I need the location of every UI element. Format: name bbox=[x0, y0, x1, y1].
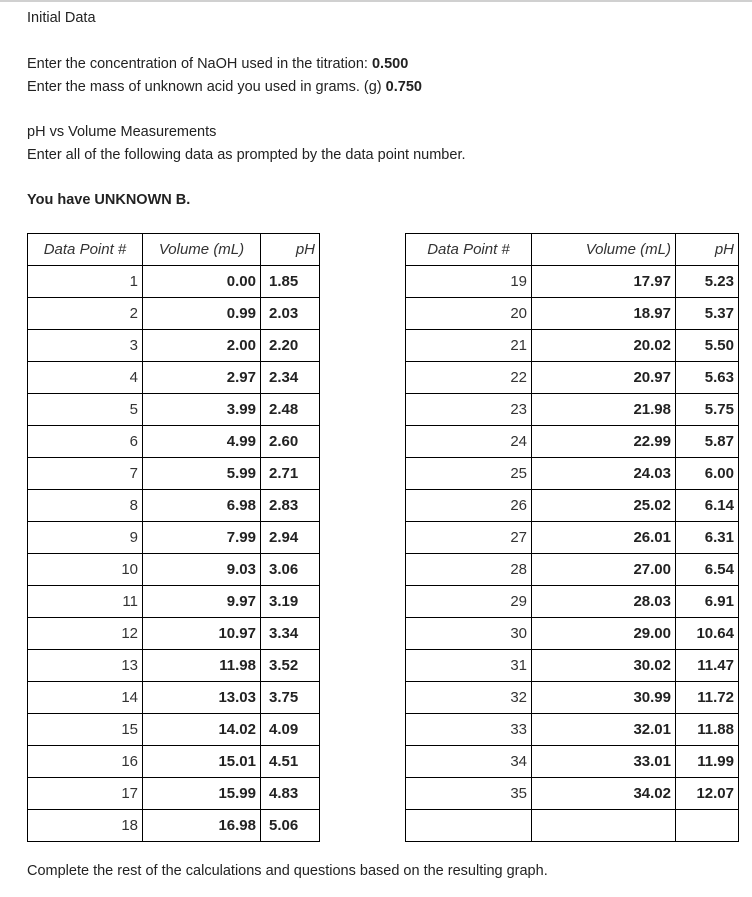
data-point-cell[interactable]: 15 bbox=[28, 714, 143, 746]
ph-cell[interactable]: 6.14 bbox=[676, 490, 739, 522]
ph-cell[interactable]: 2.60 bbox=[261, 426, 320, 458]
ph-cell[interactable]: 10.64 bbox=[676, 618, 739, 650]
ph-cell[interactable]: 2.83 bbox=[261, 490, 320, 522]
volume-cell[interactable]: 18.97 bbox=[532, 298, 676, 330]
ph-cell[interactable]: 5.75 bbox=[676, 394, 739, 426]
volume-cell[interactable]: 3.99 bbox=[143, 394, 261, 426]
volume-cell[interactable]: 2.97 bbox=[143, 362, 261, 394]
volume-cell[interactable]: 27.00 bbox=[532, 554, 676, 586]
ph-cell[interactable] bbox=[676, 810, 739, 842]
volume-cell[interactable]: 28.03 bbox=[532, 586, 676, 618]
volume-cell[interactable]: 33.01 bbox=[532, 746, 676, 778]
volume-cell[interactable] bbox=[532, 810, 676, 842]
ph-cell[interactable]: 3.19 bbox=[261, 586, 320, 618]
data-point-cell[interactable]: 21 bbox=[406, 330, 532, 362]
data-table-right bbox=[405, 233, 739, 842]
ph-cell[interactable]: 2.34 bbox=[261, 362, 320, 394]
data-point-cell[interactable]: 9 bbox=[28, 522, 143, 554]
table-row bbox=[28, 522, 320, 554]
volume-cell[interactable]: 24.03 bbox=[532, 458, 676, 490]
table-row bbox=[406, 618, 739, 650]
header-ph: pH bbox=[261, 234, 320, 266]
ph-cell[interactable]: 12.07 bbox=[676, 778, 739, 810]
ph-cell[interactable]: 5.23 bbox=[676, 266, 739, 298]
table-row bbox=[28, 362, 320, 394]
ph-cell[interactable]: 11.99 bbox=[676, 746, 739, 778]
ph-cell[interactable]: 6.31 bbox=[676, 522, 739, 554]
data-point-cell[interactable] bbox=[406, 810, 532, 842]
table-header-row bbox=[406, 234, 739, 266]
data-point-cell[interactable]: 11 bbox=[28, 586, 143, 618]
data-point-cell[interactable]: 34 bbox=[406, 746, 532, 778]
table-row bbox=[28, 586, 320, 618]
ph-cell[interactable]: 11.47 bbox=[676, 650, 739, 682]
volume-cell[interactable]: 9.97 bbox=[143, 586, 261, 618]
table-header-row bbox=[28, 234, 320, 266]
volume-cell[interactable]: 5.99 bbox=[143, 458, 261, 490]
volume-cell[interactable]: 9.03 bbox=[143, 554, 261, 586]
volume-cell[interactable]: 0.99 bbox=[143, 298, 261, 330]
table-row bbox=[28, 746, 320, 778]
table-row bbox=[28, 330, 320, 362]
volume-cell[interactable]: 20.97 bbox=[532, 362, 676, 394]
data-point-cell[interactable]: 6 bbox=[28, 426, 143, 458]
data-table-left bbox=[27, 233, 320, 842]
ph-cell[interactable]: 2.03 bbox=[261, 298, 320, 330]
data-point-cell[interactable]: 20 bbox=[406, 298, 532, 330]
data-point-cell[interactable]: 12 bbox=[28, 618, 143, 650]
ph-cell[interactable]: 3.75 bbox=[261, 682, 320, 714]
data-point-cell[interactable]: 33 bbox=[406, 714, 532, 746]
data-point-cell[interactable]: 26 bbox=[406, 490, 532, 522]
data-point-cell[interactable]: 16 bbox=[28, 746, 143, 778]
header-ph: pH bbox=[676, 234, 739, 266]
ph-cell[interactable]: 2.94 bbox=[261, 522, 320, 554]
volume-cell[interactable]: 13.03 bbox=[143, 682, 261, 714]
table-row bbox=[28, 778, 320, 810]
naoh-concentration-label: Enter the concentration of NaOH used in the titration: bbox=[27, 56, 368, 72]
volume-cell[interactable]: 6.98 bbox=[143, 490, 261, 522]
volume-cell[interactable]: 7.99 bbox=[143, 522, 261, 554]
volume-cell[interactable]: 15.01 bbox=[143, 746, 261, 778]
volume-cell[interactable]: 22.99 bbox=[532, 426, 676, 458]
naoh-concentration-line bbox=[27, 55, 408, 73]
table-row bbox=[28, 426, 320, 458]
data-point-cell[interactable]: 19 bbox=[406, 266, 532, 298]
table-row bbox=[406, 746, 739, 778]
volume-cell[interactable]: 2.00 bbox=[143, 330, 261, 362]
table-row bbox=[406, 714, 739, 746]
table-row bbox=[28, 618, 320, 650]
ph-cell[interactable]: 2.71 bbox=[261, 458, 320, 490]
ph-cell[interactable]: 6.54 bbox=[676, 554, 739, 586]
top-divider bbox=[0, 0, 752, 2]
volume-cell[interactable]: 11.98 bbox=[143, 650, 261, 682]
ph-cell[interactable]: 5.06 bbox=[261, 810, 320, 842]
data-point-cell[interactable]: 29 bbox=[406, 586, 532, 618]
volume-cell[interactable]: 34.02 bbox=[532, 778, 676, 810]
volume-cell[interactable]: 15.99 bbox=[143, 778, 261, 810]
volume-cell[interactable]: 32.01 bbox=[532, 714, 676, 746]
ph-cell[interactable]: 3.34 bbox=[261, 618, 320, 650]
data-point-cell[interactable]: 4 bbox=[28, 362, 143, 394]
data-point-cell[interactable]: 35 bbox=[406, 778, 532, 810]
volume-cell[interactable]: 20.02 bbox=[532, 330, 676, 362]
footer-text: Complete the rest of the calculations and questions based on the resulting graph. bbox=[27, 863, 548, 879]
volume-cell[interactable]: 29.00 bbox=[532, 618, 676, 650]
table-row bbox=[406, 650, 739, 682]
volume-cell[interactable]: 30.02 bbox=[532, 650, 676, 682]
ph-cell[interactable]: 3.06 bbox=[261, 554, 320, 586]
table-row bbox=[406, 298, 739, 330]
ph-volume-heading: pH vs Volume Measurements bbox=[27, 124, 217, 140]
unknown-label: You have UNKNOWN B. bbox=[27, 192, 191, 208]
ph-cell[interactable]: 11.88 bbox=[676, 714, 739, 746]
acid-mass-value: 0.750 bbox=[385, 79, 422, 95]
table-row bbox=[406, 426, 739, 458]
volume-cell[interactable]: 26.01 bbox=[532, 522, 676, 554]
table-row bbox=[406, 586, 739, 618]
data-point-cell[interactable]: 3 bbox=[28, 330, 143, 362]
data-point-cell[interactable]: 8 bbox=[28, 490, 143, 522]
acid-mass-line bbox=[27, 78, 422, 96]
table-row bbox=[406, 458, 739, 490]
table-row bbox=[406, 778, 739, 810]
naoh-concentration-value: 0.500 bbox=[371, 56, 409, 72]
table-row bbox=[28, 458, 320, 490]
ph-cell[interactable]: 5.37 bbox=[676, 298, 739, 330]
ph-cell[interactable]: 5.63 bbox=[676, 362, 739, 394]
volume-cell[interactable]: 17.97 bbox=[532, 266, 676, 298]
data-point-cell[interactable]: 5 bbox=[28, 394, 143, 426]
table-row bbox=[28, 298, 320, 330]
ph-cell[interactable]: 3.52 bbox=[261, 650, 320, 682]
acid-mass-label: Enter the mass of unknown acid you used in grams. (g) bbox=[27, 79, 382, 95]
instruction-text: Enter all of the following data as prompted by the data point number. bbox=[27, 147, 466, 163]
data-point-cell[interactable]: 23 bbox=[406, 394, 532, 426]
volume-cell[interactable]: 0.00 bbox=[143, 266, 261, 298]
table-row bbox=[406, 554, 739, 586]
ph-cell[interactable]: 11.72 bbox=[676, 682, 739, 714]
header-data-point: Data Point # bbox=[406, 234, 532, 266]
table-row bbox=[406, 682, 739, 714]
volume-cell[interactable]: 16.98 bbox=[143, 810, 261, 842]
ph-cell[interactable]: 5.87 bbox=[676, 426, 739, 458]
volume-cell[interactable]: 25.02 bbox=[532, 490, 676, 522]
table-row bbox=[28, 810, 320, 842]
ph-cell[interactable]: 4.83 bbox=[261, 778, 320, 810]
data-point-cell[interactable]: 31 bbox=[406, 650, 532, 682]
header-data-point: Data Point # bbox=[28, 234, 143, 266]
table-row bbox=[28, 394, 320, 426]
table-row bbox=[28, 266, 320, 298]
table-row bbox=[406, 362, 739, 394]
table-row bbox=[406, 810, 739, 842]
volume-cell[interactable]: 21.98 bbox=[532, 394, 676, 426]
ph-cell[interactable]: 6.91 bbox=[676, 586, 739, 618]
header-volume: Volume (mL) bbox=[532, 234, 676, 266]
data-point-cell[interactable]: 24 bbox=[406, 426, 532, 458]
initial-data-heading: Initial Data bbox=[27, 10, 96, 26]
volume-cell[interactable]: 10.97 bbox=[143, 618, 261, 650]
volume-cell[interactable]: 4.99 bbox=[143, 426, 261, 458]
volume-cell[interactable]: 14.02 bbox=[143, 714, 261, 746]
table-row bbox=[406, 490, 739, 522]
data-point-cell[interactable]: 14 bbox=[28, 682, 143, 714]
data-point-cell[interactable]: 27 bbox=[406, 522, 532, 554]
data-point-cell[interactable]: 22 bbox=[406, 362, 532, 394]
data-point-cell[interactable]: 25 bbox=[406, 458, 532, 490]
ph-cell[interactable]: 4.09 bbox=[261, 714, 320, 746]
data-point-cell[interactable]: 17 bbox=[28, 778, 143, 810]
table-row bbox=[28, 554, 320, 586]
table-row bbox=[406, 330, 739, 362]
ph-cell[interactable]: 1.85 bbox=[261, 266, 320, 298]
data-point-cell[interactable]: 1 bbox=[28, 266, 143, 298]
table-row bbox=[406, 394, 739, 426]
data-point-cell[interactable]: 7 bbox=[28, 458, 143, 490]
ph-cell[interactable]: 2.48 bbox=[261, 394, 320, 426]
table-row bbox=[406, 522, 739, 554]
table-row bbox=[406, 266, 739, 298]
ph-cell[interactable]: 6.00 bbox=[676, 458, 739, 490]
data-point-cell[interactable]: 32 bbox=[406, 682, 532, 714]
data-point-cell[interactable]: 10 bbox=[28, 554, 143, 586]
table-row bbox=[28, 714, 320, 746]
data-point-cell[interactable]: 30 bbox=[406, 618, 532, 650]
table-row bbox=[28, 650, 320, 682]
table-row bbox=[28, 682, 320, 714]
ph-cell[interactable]: 4.51 bbox=[261, 746, 320, 778]
data-point-cell[interactable]: 2 bbox=[28, 298, 143, 330]
ph-cell[interactable]: 2.20 bbox=[261, 330, 320, 362]
data-point-cell[interactable]: 28 bbox=[406, 554, 532, 586]
data-point-cell[interactable]: 18 bbox=[28, 810, 143, 842]
ph-cell[interactable]: 5.50 bbox=[676, 330, 739, 362]
data-point-cell[interactable]: 13 bbox=[28, 650, 143, 682]
table-row bbox=[28, 490, 320, 522]
header-volume: Volume (mL) bbox=[143, 234, 261, 266]
volume-cell[interactable]: 30.99 bbox=[532, 682, 676, 714]
